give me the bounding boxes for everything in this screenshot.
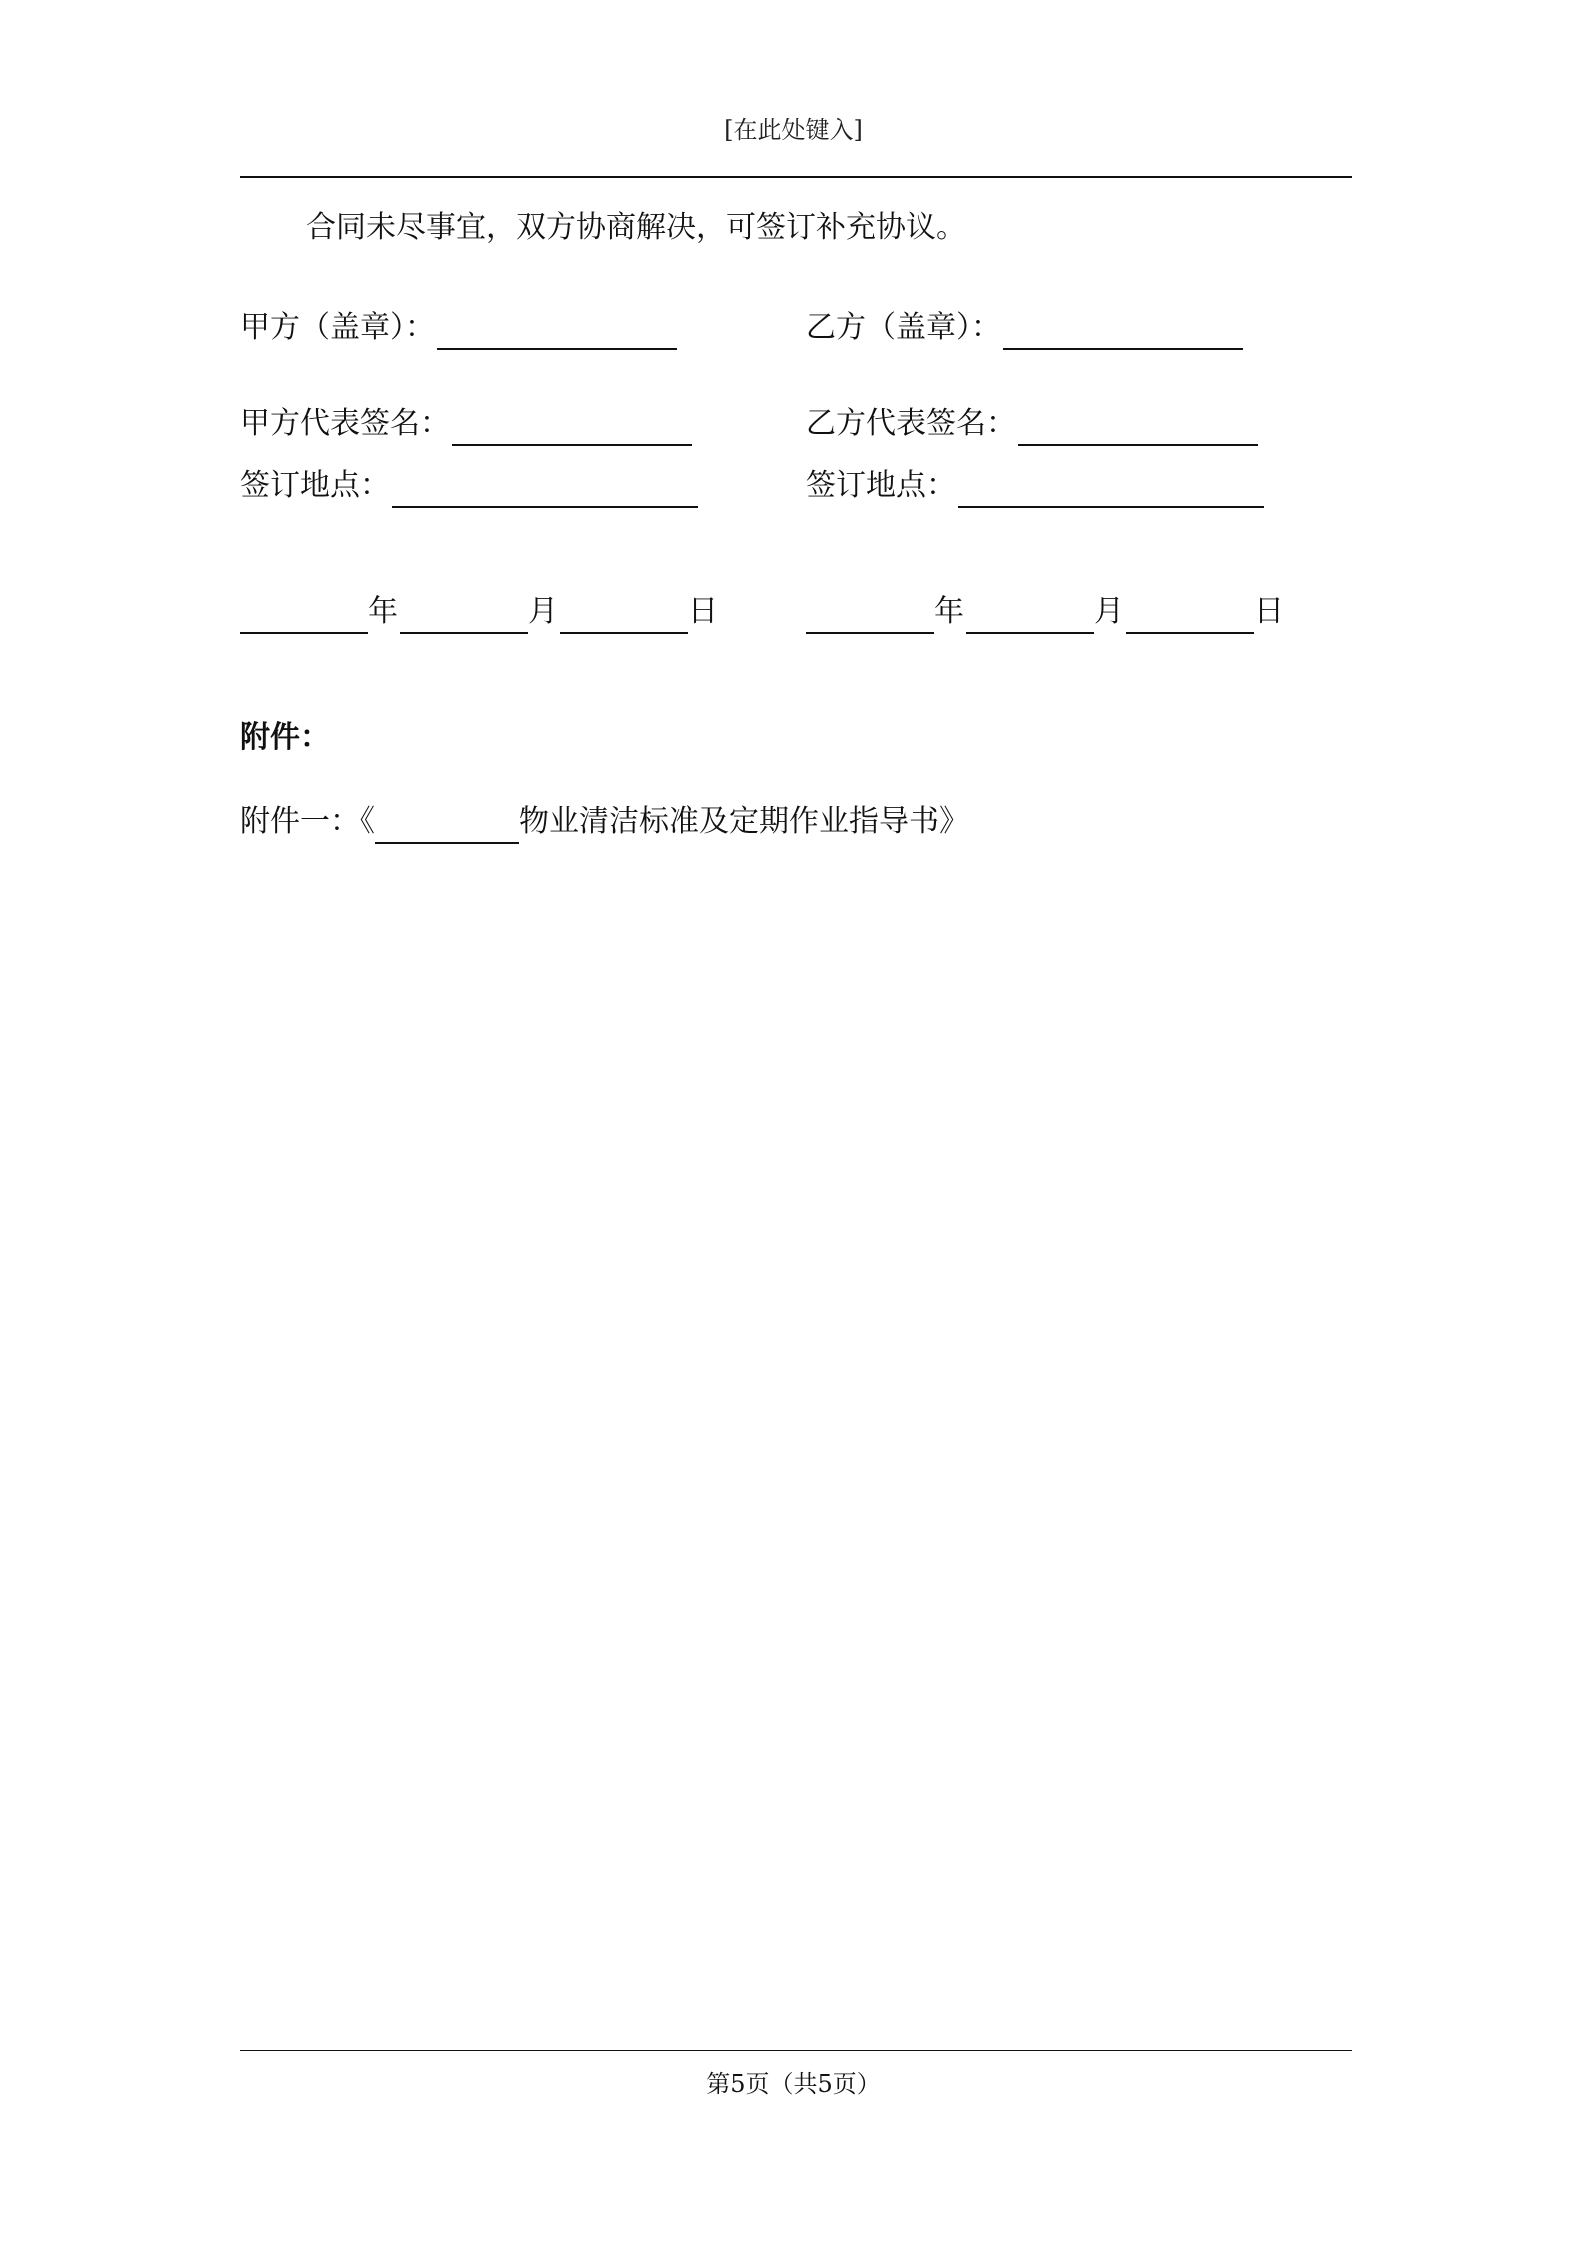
party-b-day-blank[interactable] [1126,598,1254,634]
party-a-month-unit: 月 [528,594,558,629]
party-a-seal-field [240,306,677,350]
party-a-year-blank[interactable] [240,598,368,634]
party-b-date [806,590,1286,634]
party-b-rep-field [806,402,1258,446]
party-b-rep-label: 乙方代表签名： [806,406,1016,441]
party-b-seal-label: 乙方（盖章）： [806,310,1001,345]
party-b-year-unit: 年 [934,594,964,629]
closing-paragraph: 合同未尽事宜，双方协商解决，可签订补充协议。 [306,210,966,245]
party-b-rep-blank[interactable] [1018,410,1258,446]
attachments-heading: 附件： [240,720,330,755]
party-a-place-field [240,464,698,508]
party-b-place-field [806,464,1264,508]
party-b-place-label: 签订地点： [806,468,956,503]
page-number: 第5页（共5页） [706,2070,881,2098]
attachment-1-prefix: 附件一：《 [240,804,375,839]
party-a-rep-label: 甲方代表签名： [240,406,450,441]
party-a-day-unit: 日 [688,594,718,629]
party-a-place-blank[interactable] [392,472,698,508]
party-a-rep-field [240,402,692,446]
party-b-month-blank[interactable] [966,598,1094,634]
party-a-seal-label: 甲方（盖章）： [240,310,435,345]
party-a-place-label: 签订地点： [240,468,390,503]
attachment-item-1 [240,800,969,844]
attachment-1-blank[interactable] [375,808,519,844]
party-b-seal-blank[interactable] [1003,314,1243,350]
party-b-place-blank[interactable] [958,472,1264,508]
party-a-year-unit: 年 [368,594,398,629]
party-a-day-blank[interactable] [560,598,688,634]
party-a-date [240,590,720,634]
party-b-day-unit: 日 [1254,594,1284,629]
party-a-month-blank[interactable] [400,598,528,634]
party-b-month-unit: 月 [1094,594,1124,629]
attachment-1-suffix: 物业清洁标准及定期作业指导书》 [519,804,969,839]
party-b-seal-field [806,306,1243,350]
header-divider [240,176,1352,178]
party-b-year-blank[interactable] [806,598,934,634]
party-a-seal-blank[interactable] [437,314,677,350]
footer-divider [240,2050,1352,2051]
party-a-rep-blank[interactable] [452,410,692,446]
page-header: [在此处键入] [724,116,863,144]
